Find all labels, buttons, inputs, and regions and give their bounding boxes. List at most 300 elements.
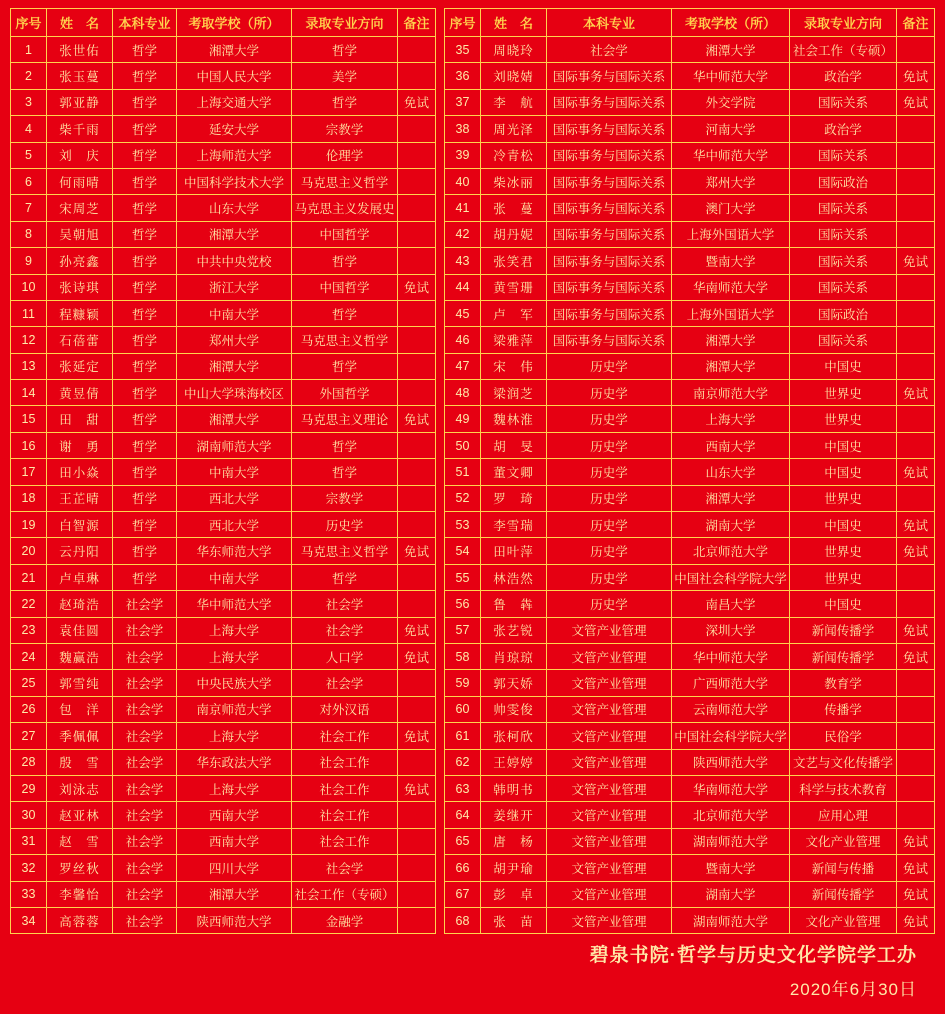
cell-name: 董文卿	[481, 459, 547, 485]
table-row	[445, 828, 935, 854]
cell-name: 白智源	[47, 512, 113, 538]
cell-major: 国际事务与国际关系	[547, 116, 672, 142]
cell-direction: 民俗学	[790, 723, 897, 749]
table-row	[11, 670, 436, 696]
cell-remark	[398, 591, 436, 617]
cell-school: 上海外国语大学	[672, 300, 790, 326]
cell-major: 哲学	[113, 327, 177, 353]
cell-direction: 新闻传播学	[790, 617, 897, 643]
cell-index: 29	[11, 775, 47, 801]
cell-direction: 国际政治	[790, 300, 897, 326]
cell-name: 李雪瑞	[481, 512, 547, 538]
cell-index: 25	[11, 670, 47, 696]
cell-name: 韩明书	[481, 775, 547, 801]
cell-name: 石蓓蕾	[47, 327, 113, 353]
cell-major: 国际事务与国际关系	[547, 195, 672, 221]
table-row	[11, 195, 436, 221]
table-row	[445, 512, 935, 538]
table-row	[11, 855, 436, 881]
cell-index: 58	[445, 643, 481, 669]
cell-remark: 免试	[897, 617, 935, 643]
cell-name: 魏林淮	[481, 406, 547, 432]
cell-direction: 社会工作（专硕）	[790, 37, 897, 63]
cell-major: 文管产业管理	[547, 723, 672, 749]
table-row	[445, 432, 935, 458]
cell-name: 彭 卓	[481, 881, 547, 907]
cell-direction: 国际关系	[790, 89, 897, 115]
cell-major: 哲学	[113, 512, 177, 538]
cell-name: 魏赢浩	[47, 643, 113, 669]
cell-major: 文管产业管理	[547, 749, 672, 775]
cell-major: 哲学	[113, 221, 177, 247]
cell-index: 2	[11, 63, 47, 89]
cell-school: 陕西师范大学	[177, 907, 292, 933]
column-header-remark: 备注	[398, 9, 436, 37]
cell-remark	[398, 696, 436, 722]
cell-index: 26	[11, 696, 47, 722]
cell-major: 哲学	[113, 142, 177, 168]
cell-index: 59	[445, 670, 481, 696]
cell-direction: 社会学	[292, 617, 398, 643]
cell-name: 林浩然	[481, 564, 547, 590]
cell-school: 湘潭大学	[672, 37, 790, 63]
cell-remark	[897, 221, 935, 247]
cell-index: 56	[445, 591, 481, 617]
table-row	[11, 248, 436, 274]
table-row	[445, 485, 935, 511]
table-row	[11, 142, 436, 168]
cell-remark	[398, 485, 436, 511]
cell-major: 社会学	[113, 881, 177, 907]
cell-direction: 马克思主义哲学	[292, 168, 398, 194]
cell-remark: 免试	[897, 89, 935, 115]
table-row	[445, 406, 935, 432]
cell-school: 山东大学	[672, 459, 790, 485]
cell-remark: 免试	[398, 274, 436, 300]
cell-major: 国际事务与国际关系	[547, 274, 672, 300]
cell-school: 南京师范大学	[672, 380, 790, 406]
cell-index: 49	[445, 406, 481, 432]
cell-name: 张诗琪	[47, 274, 113, 300]
cell-index: 4	[11, 116, 47, 142]
cell-direction: 教育学	[790, 670, 897, 696]
cell-major: 社会学	[113, 617, 177, 643]
table-row	[11, 723, 436, 749]
cell-index: 52	[445, 485, 481, 511]
cell-major: 文管产业管理	[547, 828, 672, 854]
cell-remark	[897, 168, 935, 194]
cell-direction: 伦理学	[292, 142, 398, 168]
table-row	[11, 907, 436, 933]
cell-index: 34	[11, 907, 47, 933]
cell-school: 华中师范大学	[672, 142, 790, 168]
cell-remark	[398, 327, 436, 353]
cell-index: 12	[11, 327, 47, 353]
table-row	[11, 591, 436, 617]
cell-remark	[897, 485, 935, 511]
table-row	[11, 485, 436, 511]
cell-direction: 国际关系	[790, 248, 897, 274]
cell-name: 田小焱	[47, 459, 113, 485]
cell-index: 67	[445, 881, 481, 907]
table-row	[11, 564, 436, 590]
table-row	[445, 380, 935, 406]
cell-major: 历史学	[547, 353, 672, 379]
cell-direction: 中国哲学	[292, 221, 398, 247]
table-row	[445, 670, 935, 696]
cell-index: 63	[445, 775, 481, 801]
cell-remark	[897, 432, 935, 458]
cell-major: 国际事务与国际关系	[547, 89, 672, 115]
cell-major: 社会学	[113, 696, 177, 722]
cell-major: 文管产业管理	[547, 617, 672, 643]
cell-remark: 免试	[398, 617, 436, 643]
cell-major: 社会学	[113, 907, 177, 933]
cell-name: 张笑君	[481, 248, 547, 274]
cell-index: 30	[11, 802, 47, 828]
cell-school: 湘潭大学	[672, 485, 790, 511]
cell-remark	[398, 670, 436, 696]
cell-index: 46	[445, 327, 481, 353]
table-row	[11, 459, 436, 485]
cell-name: 卢 军	[481, 300, 547, 326]
cell-school: 西南大学	[177, 802, 292, 828]
cell-remark	[897, 353, 935, 379]
cell-index: 23	[11, 617, 47, 643]
cell-remark	[897, 591, 935, 617]
table-row	[445, 195, 935, 221]
cell-index: 37	[445, 89, 481, 115]
cell-direction: 国际关系	[790, 274, 897, 300]
table-row	[445, 116, 935, 142]
cell-school: 湘潭大学	[177, 406, 292, 432]
cell-direction: 文艺与文化传播学	[790, 749, 897, 775]
cell-remark	[398, 195, 436, 221]
cell-direction: 马克思主义理论	[292, 406, 398, 432]
cell-major: 哲学	[113, 485, 177, 511]
cell-school: 湘潭大学	[177, 881, 292, 907]
cell-direction: 美学	[292, 63, 398, 89]
cell-direction: 世界史	[790, 564, 897, 590]
cell-remark	[398, 459, 436, 485]
cell-index: 11	[11, 300, 47, 326]
column-header-school: 考取学校（所）	[672, 9, 790, 37]
cell-school: 华中师范大学	[177, 591, 292, 617]
cell-name: 吴朝旭	[47, 221, 113, 247]
cell-name: 季佩佩	[47, 723, 113, 749]
cell-direction: 中国史	[790, 432, 897, 458]
cell-direction: 社会学	[292, 855, 398, 881]
cell-major: 哲学	[113, 459, 177, 485]
cell-direction: 世界史	[790, 380, 897, 406]
cell-school: 上海师范大学	[177, 142, 292, 168]
cell-school: 河南大学	[672, 116, 790, 142]
cell-name: 姜继开	[481, 802, 547, 828]
cell-remark: 免试	[897, 907, 935, 933]
cell-school: 湖南师范大学	[177, 432, 292, 458]
cell-name: 张艺锐	[481, 617, 547, 643]
cell-name: 殷 雪	[47, 749, 113, 775]
cell-name: 赵琦浩	[47, 591, 113, 617]
cell-name: 卢卓琳	[47, 564, 113, 590]
table-row	[11, 643, 436, 669]
cell-major: 历史学	[547, 538, 672, 564]
cell-school: 华中师范大学	[672, 63, 790, 89]
cell-school: 上海大学	[672, 406, 790, 432]
column-header-name: 姓 名	[47, 9, 113, 37]
cell-direction: 外国哲学	[292, 380, 398, 406]
cell-school: 上海大学	[177, 643, 292, 669]
cell-remark	[398, 168, 436, 194]
cell-remark	[398, 300, 436, 326]
cell-major: 文管产业管理	[547, 907, 672, 933]
cell-direction: 宗教学	[292, 485, 398, 511]
cell-index: 35	[445, 37, 481, 63]
table-row	[445, 63, 935, 89]
cell-school: 湘潭大学	[177, 221, 292, 247]
cell-remark	[398, 564, 436, 590]
table-row	[445, 142, 935, 168]
cell-name: 肖琼琼	[481, 643, 547, 669]
cell-school: 深圳大学	[672, 617, 790, 643]
cell-remark: 免试	[897, 538, 935, 564]
cell-major: 哲学	[113, 89, 177, 115]
cell-name: 张延定	[47, 353, 113, 379]
cell-remark	[398, 221, 436, 247]
table-row	[445, 907, 935, 933]
cell-school: 西南大学	[177, 828, 292, 854]
cell-name: 刘泳志	[47, 775, 113, 801]
cell-index: 39	[445, 142, 481, 168]
cell-name: 张世佑	[47, 37, 113, 63]
cell-school: 湖南大学	[672, 881, 790, 907]
table-row	[11, 327, 436, 353]
cell-major: 哲学	[113, 538, 177, 564]
cell-remark	[897, 327, 935, 353]
cell-index: 51	[445, 459, 481, 485]
cell-major: 国际事务与国际关系	[547, 63, 672, 89]
table-row	[11, 353, 436, 379]
cell-remark	[398, 248, 436, 274]
cell-major: 国际事务与国际关系	[547, 221, 672, 247]
cell-major: 国际事务与国际关系	[547, 142, 672, 168]
cell-name: 王芷晴	[47, 485, 113, 511]
table-row	[445, 749, 935, 775]
cell-index: 33	[11, 881, 47, 907]
table-row	[445, 723, 935, 749]
cell-name: 胡丹妮	[481, 221, 547, 247]
table-row	[11, 380, 436, 406]
cell-major: 国际事务与国际关系	[547, 168, 672, 194]
cell-school: 上海外国语大学	[672, 221, 790, 247]
cell-name: 刘 庆	[47, 142, 113, 168]
cell-remark: 免试	[897, 380, 935, 406]
table-row	[445, 696, 935, 722]
cell-remark	[897, 195, 935, 221]
cell-name: 赵亚林	[47, 802, 113, 828]
cell-index: 19	[11, 512, 47, 538]
footer	[10, 934, 935, 1014]
table-row	[445, 274, 935, 300]
column-header-direction: 录取专业方向	[790, 9, 897, 37]
cell-index: 10	[11, 274, 47, 300]
cell-name: 包 洋	[47, 696, 113, 722]
table-row	[445, 564, 935, 590]
footer-organization: 碧泉书院·哲学与历史文化学院学工办	[589, 945, 917, 967]
cell-direction: 历史学	[292, 512, 398, 538]
cell-major: 社会学	[113, 670, 177, 696]
cell-direction: 社会工作	[292, 775, 398, 801]
cell-direction: 世界史	[790, 485, 897, 511]
cell-major: 历史学	[547, 432, 672, 458]
table-row	[445, 775, 935, 801]
cell-name: 郭亚静	[47, 89, 113, 115]
table-row	[11, 775, 436, 801]
cell-index: 27	[11, 723, 47, 749]
cell-index: 20	[11, 538, 47, 564]
table-row	[11, 881, 436, 907]
cell-direction: 应用心理	[790, 802, 897, 828]
column-header-name: 姓 名	[481, 9, 547, 37]
table-row	[445, 89, 935, 115]
cell-index: 17	[11, 459, 47, 485]
cell-direction: 国际关系	[790, 221, 897, 247]
cell-major: 文管产业管理	[547, 802, 672, 828]
table-header-row	[11, 9, 436, 37]
column-header-major: 本科专业	[547, 9, 672, 37]
cell-direction: 社会工作	[292, 723, 398, 749]
cell-index: 40	[445, 168, 481, 194]
cell-index: 18	[11, 485, 47, 511]
cell-remark	[398, 37, 436, 63]
cell-major: 哲学	[113, 274, 177, 300]
cell-school: 中南大学	[177, 300, 292, 326]
cell-major: 社会学	[113, 723, 177, 749]
cell-direction: 哲学	[292, 89, 398, 115]
cell-name: 黄昱倩	[47, 380, 113, 406]
cell-index: 61	[445, 723, 481, 749]
cell-major: 哲学	[113, 380, 177, 406]
table-row	[445, 300, 935, 326]
cell-direction: 哲学	[292, 432, 398, 458]
cell-school: 西南大学	[672, 432, 790, 458]
cell-school: 外交学院	[672, 89, 790, 115]
cell-school: 中共中央党校	[177, 248, 292, 274]
table-header-row	[445, 9, 935, 37]
cell-remark: 免试	[398, 538, 436, 564]
cell-index: 53	[445, 512, 481, 538]
cell-name: 张 蔓	[481, 195, 547, 221]
cell-school: 华南师范大学	[672, 274, 790, 300]
cell-school: 西北大学	[177, 512, 292, 538]
cell-direction: 哲学	[292, 37, 398, 63]
cell-name: 张柯欣	[481, 723, 547, 749]
table-row	[445, 327, 935, 353]
cell-remark	[897, 670, 935, 696]
cell-name: 柴冰丽	[481, 168, 547, 194]
cell-major: 哲学	[113, 406, 177, 432]
cell-major: 历史学	[547, 459, 672, 485]
column-header-direction: 录取专业方向	[292, 9, 398, 37]
cell-school: 云南师范大学	[672, 696, 790, 722]
cell-direction: 政治学	[790, 116, 897, 142]
table-row	[11, 63, 436, 89]
cell-school: 湖南师范大学	[672, 828, 790, 854]
cell-major: 社会学	[113, 643, 177, 669]
cell-name: 李 航	[481, 89, 547, 115]
cell-school: 郑州大学	[672, 168, 790, 194]
cell-major: 社会学	[113, 749, 177, 775]
cell-index: 62	[445, 749, 481, 775]
cell-school: 中央民族大学	[177, 670, 292, 696]
table-row	[445, 248, 935, 274]
cell-index: 24	[11, 643, 47, 669]
cell-name: 柴千雨	[47, 116, 113, 142]
column-header-major: 本科专业	[113, 9, 177, 37]
cell-remark	[398, 855, 436, 881]
cell-name: 高蓉蓉	[47, 907, 113, 933]
table-row	[11, 696, 436, 722]
cell-direction: 中国史	[790, 459, 897, 485]
cell-direction: 哲学	[292, 564, 398, 590]
cell-school: 南京师范大学	[177, 696, 292, 722]
cell-direction: 马克思主义发展史	[292, 195, 398, 221]
cell-direction: 新闻传播学	[790, 643, 897, 669]
cell-school: 北京师范大学	[672, 802, 790, 828]
cell-school: 上海大学	[177, 617, 292, 643]
cell-direction: 马克思主义哲学	[292, 538, 398, 564]
cell-index: 8	[11, 221, 47, 247]
cell-major: 哲学	[113, 432, 177, 458]
cell-major: 哲学	[113, 116, 177, 142]
tables-container	[10, 8, 935, 934]
cell-school: 中南大学	[177, 564, 292, 590]
table-row	[11, 406, 436, 432]
cell-remark	[897, 723, 935, 749]
cell-school: 中国人民大学	[177, 63, 292, 89]
cell-remark: 免试	[897, 881, 935, 907]
cell-school: 西北大学	[177, 485, 292, 511]
table-row	[11, 432, 436, 458]
cell-major: 哲学	[113, 195, 177, 221]
cell-major: 国际事务与国际关系	[547, 300, 672, 326]
cell-major: 哲学	[113, 564, 177, 590]
cell-direction: 文化产业管理	[790, 828, 897, 854]
cell-index: 45	[445, 300, 481, 326]
cell-index: 55	[445, 564, 481, 590]
cell-remark: 免试	[897, 855, 935, 881]
cell-school: 北京师范大学	[672, 538, 790, 564]
cell-major: 社会学	[113, 802, 177, 828]
cell-index: 5	[11, 142, 47, 168]
cell-remark	[398, 63, 436, 89]
cell-remark: 免试	[897, 248, 935, 274]
cell-name: 周光泽	[481, 116, 547, 142]
cell-school: 暨南大学	[672, 855, 790, 881]
cell-direction: 中国哲学	[292, 274, 398, 300]
cell-remark	[897, 37, 935, 63]
cell-major: 文管产业管理	[547, 670, 672, 696]
column-header-index: 序号	[445, 9, 481, 37]
cell-school: 上海大学	[177, 723, 292, 749]
table-row	[11, 300, 436, 326]
table-row	[11, 617, 436, 643]
column-header-remark: 备注	[897, 9, 935, 37]
cell-index: 14	[11, 380, 47, 406]
cell-index: 44	[445, 274, 481, 300]
cell-remark	[897, 116, 935, 142]
column-header-index: 序号	[11, 9, 47, 37]
